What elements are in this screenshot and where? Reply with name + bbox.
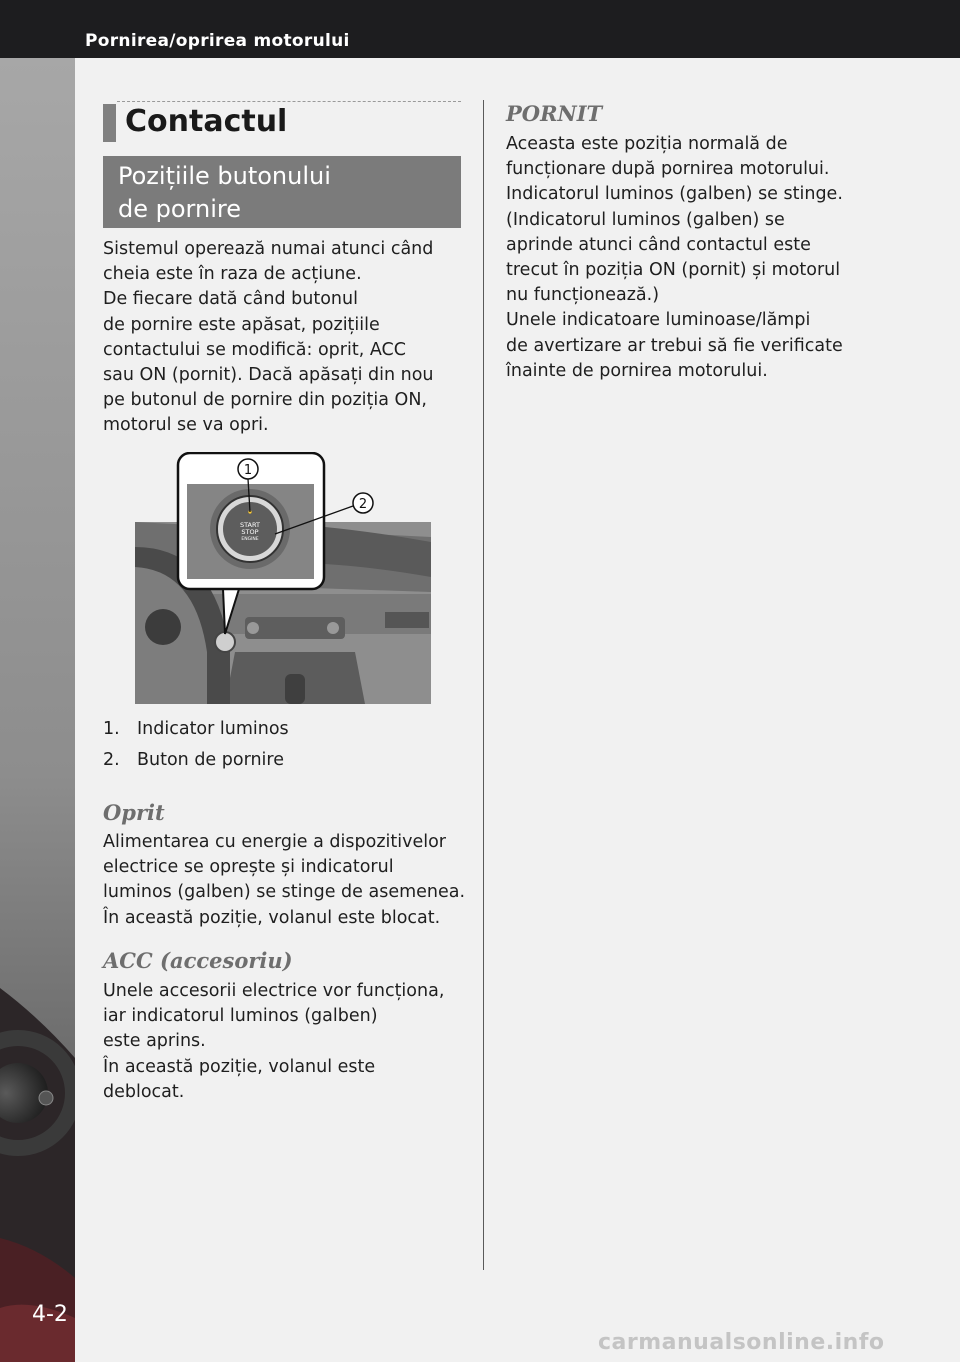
section-heading-text: Contactul xyxy=(125,104,288,139)
callout-1-label: 1 xyxy=(243,463,253,478)
column-divider xyxy=(483,100,484,1270)
pornit-paragraph: Aceasta este poziția normală de funcționare după pornirea motorului. Indicatorul luminos (galben) se stinge. (Indicatorul luminos (galben) se aprinde atunci când contactul este trecut în poziția ON (pornit) și motorul nu funcționează.) Unele indicatoare luminoase/lămpi de avertizare ar trebui să fie verificate înainte de pornirea motorului. xyxy=(506,134,843,381)
legend-item: 1. Indicator luminos xyxy=(103,719,289,739)
page-header-bar xyxy=(0,0,960,58)
heading-acc: ACC (accesoriu) xyxy=(103,948,293,973)
legend-item: 2. Buton de pornire xyxy=(103,750,284,770)
acc-paragraph: Unele accesorii electrice vor funcționa, iar indicatorul luminos (galben) este aprins. În această poziție, volanul este deblocat. xyxy=(103,981,445,1102)
start-button-illustration xyxy=(135,452,431,704)
figure-legend xyxy=(103,714,461,776)
interior-photo xyxy=(0,58,75,1362)
button-text-engine: ENGINE xyxy=(241,537,259,542)
start-button-location xyxy=(215,632,235,652)
section-heading-marker xyxy=(103,104,116,142)
button-text-start: START xyxy=(239,521,261,529)
side-thumb-strip xyxy=(0,58,75,1362)
button-text-stop: STOP xyxy=(241,528,259,536)
callout-2-label: 2 xyxy=(358,497,368,512)
oprit-paragraph: Alimentarea cu energie a dispozitivelor electrice se oprește și indicatorul luminos (galben) se stinge de asemenea. În această poziție, volanul este blocat. xyxy=(103,832,466,928)
heading-pornit: PORNIT xyxy=(506,101,603,126)
chapter-title: Pornirea/oprirea motorului xyxy=(85,31,350,51)
heading-oprit: Oprit xyxy=(103,800,165,825)
subsection-heading xyxy=(103,156,461,228)
subsection-heading-text: Pozițiile butonului de pornire xyxy=(118,162,331,223)
intro-paragraph: Sistemul operează numai atunci când cheia este în raza de acțiune. De fiecare dată când butonul de pornire este apăsat, pozițiile contactului se modifică: oprit, ACC sau ON (pornit). Dacă apăsați din nou pe butonul de pornire din poziția ON, motorul se va opri. xyxy=(103,239,434,436)
section-divider-dotted xyxy=(117,101,461,102)
page-number: 4-2 xyxy=(32,1302,68,1327)
watermark: carmanualsonline.info xyxy=(598,1330,885,1355)
